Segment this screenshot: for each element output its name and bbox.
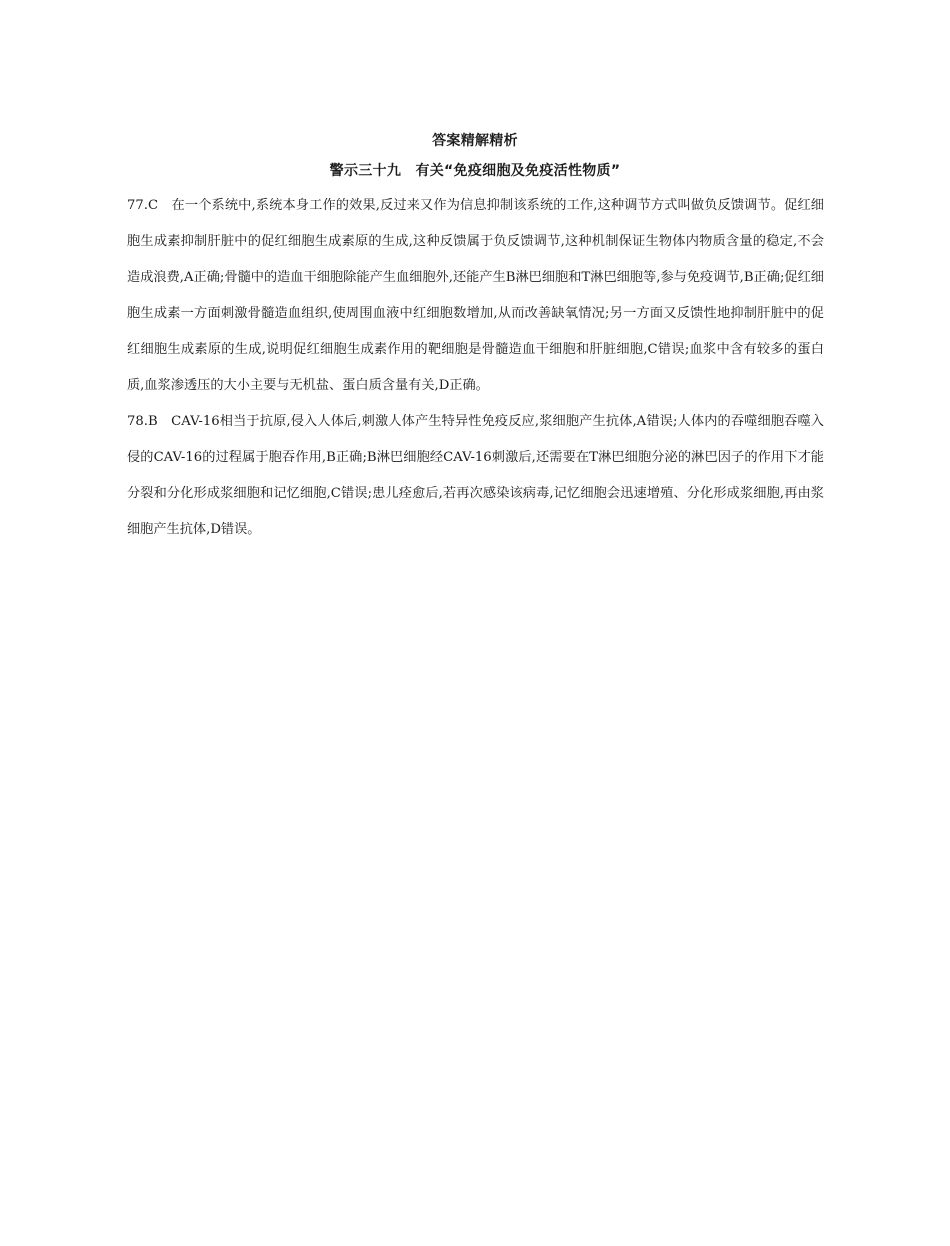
answer-78-text: CAV-16相当于抗原,侵入人体后,刺激人体产生特异性免疫反应,浆细胞产生抗体,A错误;人体内的吞噬细胞吞噬入侵的CAV-16的过程属于胞吞作用,B正确;B淋巴细胞经CAV-16刺激后,还需要在T淋巴细胞分泌的淋巴因子的作用下才能分裂和分化形成浆细胞和记忆细胞,C错误;患儿痊愈后,若再次感染该病毒,记忆细胞会迅速增殖、分化形成浆细胞,再由浆细胞产生抗体,D错误。: [127, 414, 824, 537]
answer-77-label: 77.C: [127, 198, 159, 213]
answer-77-text: 在一个系统中,系统本身工作的效果,反过来又作为信息抑制该系统的工作,这种调节方式叫做负反馈调节。促红细胞生成素抑制肝脏中的促红细胞生成素原的生成,这种反馈属于负反馈调节,这种机制保证生物体内物质含量的稳定,不会造成浪费,A正确;骨髓中的造血干细胞除能产生血细胞外,还能产生B淋巴细胞和T淋巴细胞等,参与免疫调节,B正确;促红细胞生成素一方面刺激骨髓造血组织,使周围血液中红细胞数增加,从而改善缺氧情况;另一方面又反馈性地抑制肝脏中的促红细胞生成素原的生成,说明促红细胞生成素作用的靶细胞是骨髓造血干细胞和肝脏细胞,C错误;血浆中含有较多的蛋白质,血浆渗透压的大小主要与无机盐、蛋白质含量有关,D正确。: [127, 198, 824, 393]
answer-77: [127, 188, 824, 404]
answer-78-label: 78.B: [127, 414, 158, 429]
page-title: 答案精解精析: [432, 133, 518, 149]
answer-78: [127, 404, 824, 548]
section-title: 警示三十九 有关“免疫细胞及免疫活性物质”: [329, 163, 621, 179]
answer-list: [127, 188, 824, 548]
